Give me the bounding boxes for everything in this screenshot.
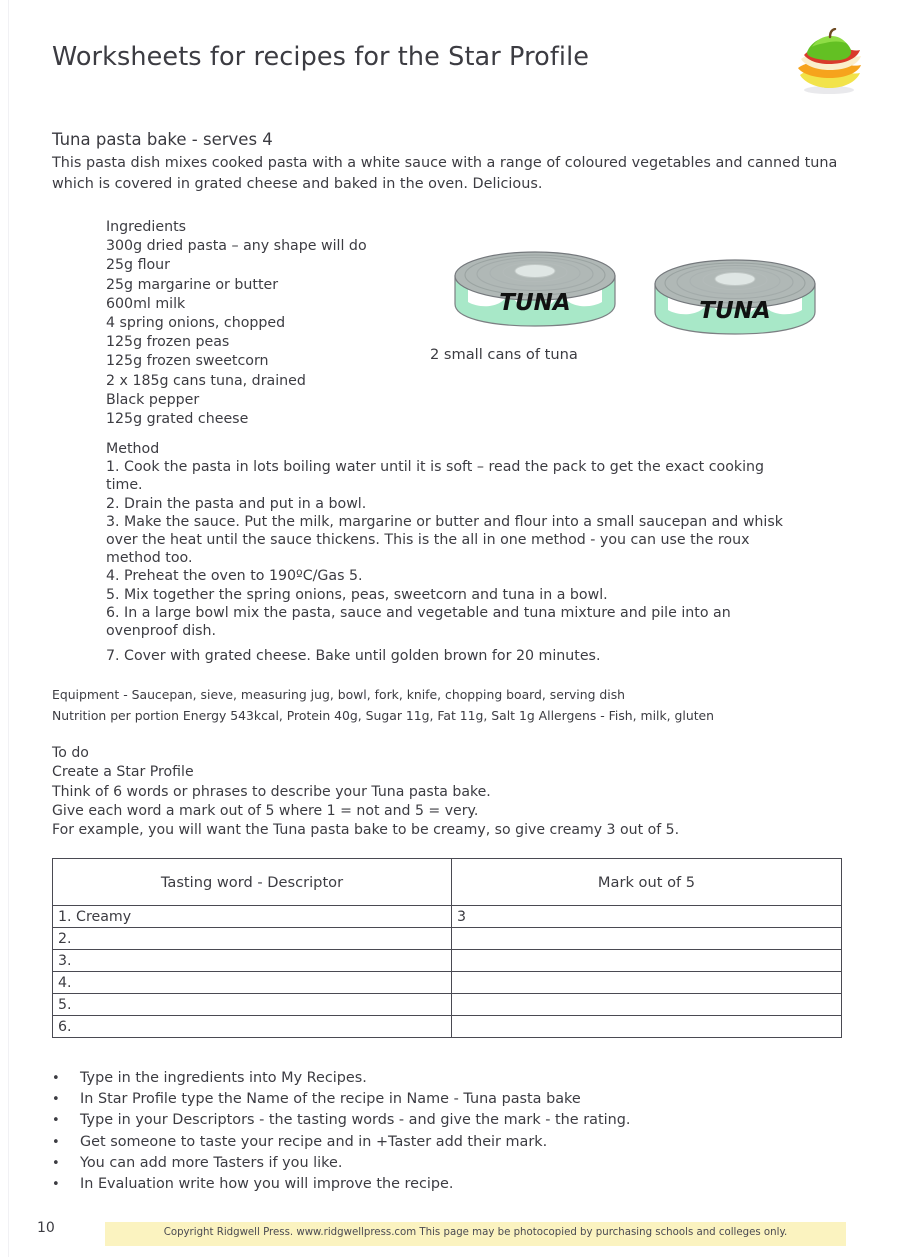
todo-line: For example, you will want the Tuna pasta bake to be creamy, so give creamy 3 out of 5. [52,822,680,839]
ingredient-item: 300g dried pasta – any shape will do [106,238,367,255]
todo-line: Think of 6 words or phrases to describe your Tuna pasta bake. [52,783,491,800]
nutrition-line: Nutrition per portion Energy 543kcal, Protein 40g, Sugar 11g, Fat 11g, Salt 1g Allergens - Fish, milk, gluten [52,707,715,723]
bullet-icon: • [52,1155,60,1171]
list-item-label: Type in the ingredients into My Recipes. [80,1070,367,1086]
equipment-line: Equipment - Saucepan, sieve, measuring jug, bowl, fork, knife, chopping board, serving dish [52,687,626,702]
list-item-label: Get someone to taste your recipe and in +Taster add their mark. [80,1133,548,1150]
bullet-icon: • [52,1092,60,1108]
list-item-label: In Evaluation write how you will improve the recipe. [80,1176,454,1193]
table-header-row [53,859,842,906]
ingredient-item: Black pepper [106,391,200,408]
ingredient-item: 125g grated cheese [106,411,249,428]
ingredients-heading: Ingredients [106,219,187,235]
todo-line: Create a Star Profile [52,764,194,781]
todo-line: Give each word a mark out of 5 where 1 = not and 5 = very. [52,802,479,819]
ingredient-item: 2 x 185g cans tuna, drained [106,372,306,389]
cans-caption: 2 small cans of tuna [430,346,578,363]
column-header-descriptor: Tasting word - Descriptor [53,859,452,906]
ingredients-block [106,218,367,429]
table-row [53,972,842,994]
mark-cell[interactable] [452,950,842,972]
descriptor-cell[interactable]: 4. [53,972,452,994]
descriptor-cell[interactable]: 3. [53,950,452,972]
method-block [106,440,786,665]
descriptor-cell[interactable]: 5. [53,994,452,1016]
todo-heading: To do [52,745,89,761]
tuna-can-icon [650,256,820,342]
table-row [53,950,842,972]
method-step: 6. In a large bowl mix the pasta, sauce and vegetable and tuna mixture and pile into an ovenproof dish. [106,604,731,640]
mark-cell[interactable] [452,928,842,950]
descriptor-cell[interactable]: 6. [53,1016,452,1038]
recipe-description: This pasta dish mixes cooked pasta with a white sauce with a range of coloured vegetables and canned tuna which is covered in grated cheese and baked in the oven. Delicious. [52,155,838,192]
method-step: 5. Mix together the spring onions, peas, sweetcorn and tuna in a bowl. [106,586,608,603]
table-row [53,906,842,928]
ingredient-item: 25g margarine or butter [106,276,279,293]
list-item [52,1068,630,1089]
todo-block [52,744,679,840]
list-item [52,1174,630,1195]
list-item [52,1110,630,1131]
method-step: 4. Preheat the oven to 190ºC/Gas 5. [106,568,363,585]
method-step: 7. Cover with grated cheese. Bake until golden brown for 20 minutes. [106,648,601,665]
page-left-rule [8,0,9,1257]
ingredient-item: 125g frozen peas [106,334,230,351]
equipment-nutrition-block [52,685,714,726]
table-row [53,928,842,950]
page-title: Worksheets for recipes for the Star Profile [52,42,590,72]
instructions-list [52,1068,630,1195]
mark-cell[interactable] [452,1016,842,1038]
descriptor-cell[interactable]: 1. Creamy [53,906,452,928]
table-row [53,1016,842,1038]
ingredient-item: 125g frozen sweetcorn [106,353,269,370]
table-row [53,994,842,1016]
recipe-title: Tuna pasta bake - serves 4 [52,130,273,149]
method-step: 2. Drain the pasta and put in a bowl. [106,495,367,512]
ingredient-item: 4 spring onions, chopped [106,315,286,332]
descriptor-cell[interactable]: 2. [53,928,452,950]
sliced-apple-logo-icon [790,28,868,96]
mark-cell[interactable] [452,994,842,1016]
bullet-icon: • [52,1071,60,1086]
ingredient-item: 600ml milk [106,295,186,312]
column-header-mark: Mark out of 5 [452,859,842,906]
page-number: 10 [37,1220,55,1236]
list-item [52,1132,630,1153]
list-item-label: In Star Profile type the Name of the recipe in Name - Tuna pasta bake [80,1091,581,1108]
star-profile-table [52,858,842,1038]
tuna-can-icon [450,248,620,334]
ingredient-item: 25g flour [106,257,171,274]
bullet-icon: • [52,1113,60,1129]
mark-cell[interactable] [452,972,842,994]
bullet-icon: • [52,1177,60,1193]
list-item-label: Type in your Descriptors - the tasting words - and give the mark - the rating. [80,1112,631,1129]
list-item [52,1089,630,1110]
method-heading: Method [106,441,160,457]
tuna-can-label: TUNA [499,290,571,316]
method-step: 1. Cook the pasta in lots boiling water until it is soft – read the pack to get the exact cooking time. [106,459,765,494]
tuna-can-label: TUNA [699,298,771,324]
mark-cell[interactable]: 3 [452,906,842,928]
list-item [52,1153,630,1174]
method-step: 3. Make the sauce. Put the milk, margarine or butter and flour into a small saucepan and whisk over the heat until the sauce thickens. This is the all in one method - you can use the roux method too. [106,513,783,567]
copyright-text: Copyright Ridgwell Press. www.ridgwellpress.com This page may be photocopied by purchasing schools and colleges only. [163,1227,788,1238]
bullet-icon: • [52,1134,60,1150]
list-item-label: You can add more Tasters if you like. [80,1154,343,1171]
footer-banner [105,1222,846,1246]
